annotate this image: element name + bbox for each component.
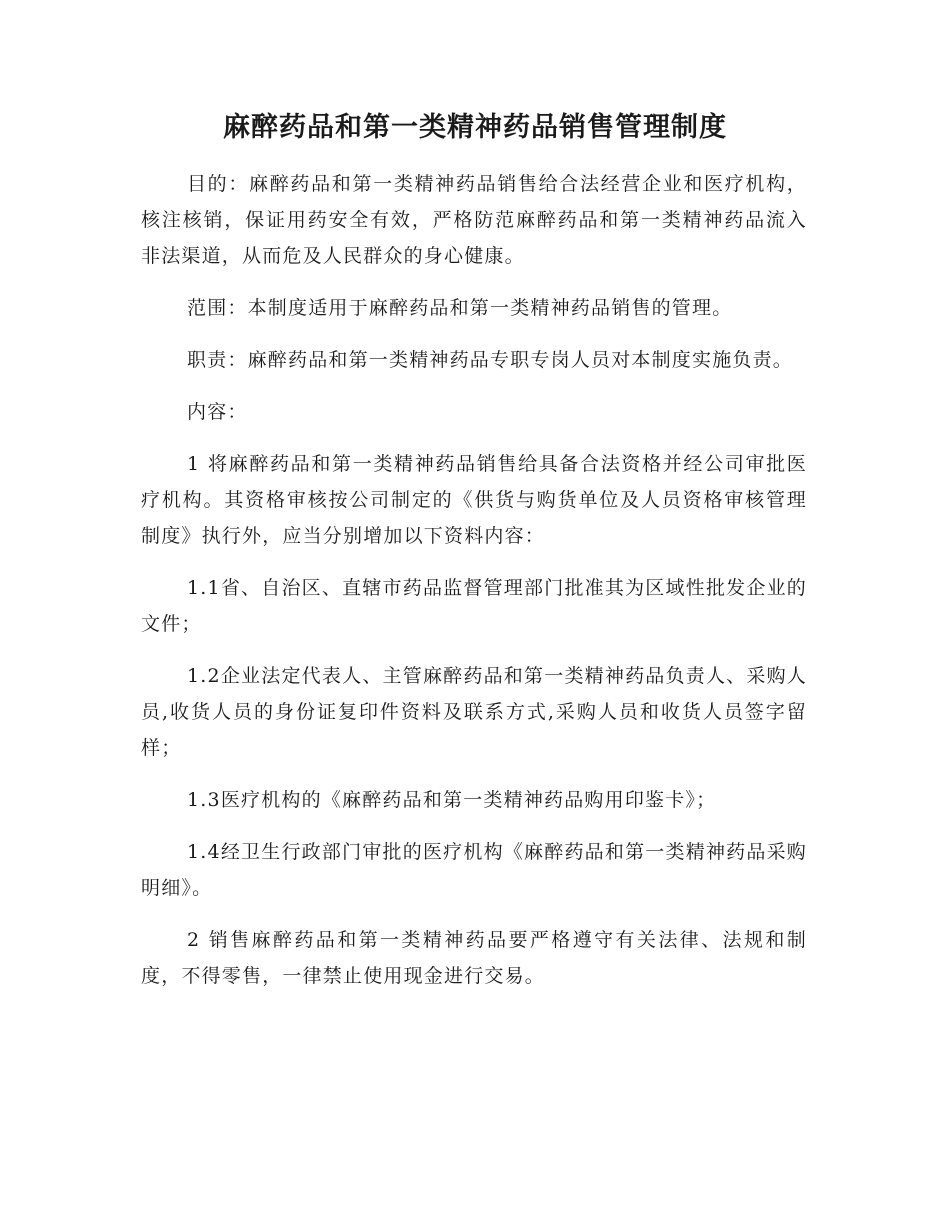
paragraph-responsibility: 职责：麻醉药品和第一类精神药品专职专岗人员对本制度实施负责。 [187,349,794,371]
paragraph-purpose: 目的：麻醉药品和第一类精神药品销售给合法经营企业和医疗机构，核注核销，保证用药安全有效，严格防范麻醉药品和第一类精神药品流入非法渠道，从而危及人民群众的身心健康。 [141,173,807,267]
paragraph-item-1: 1 将麻醉药品和第一类精神药品销售给具备合法资格并经公司审批医疗机构。其资格审核按公司制定的《供货与购货单位及人员资格审核管理制度》执行外，应当分别增加以下资料内容： [141,453,807,547]
document-body [141,166,807,1010]
paragraph-scope: 范围：本制度适用于麻醉药品和第一类精神药品销售的管理。 [187,297,733,319]
paragraph-item-1-3: 1.3医疗机构的《麻醉药品和第一类精神药品购用印鉴卡》； [187,789,717,811]
paragraph-item-1-4: 1.4经卫生行政部门审批的医疗机构《麻醉药品和第一类精神药品采购明细》。 [141,841,807,899]
paragraph-item-1-1: 1.1省、自治区、直辖市药品监督管理部门批准其为区域性批发企业的文件； [141,577,807,635]
document-title: 麻醉药品和第一类精神药品销售管理制度 [223,112,727,143]
paragraph-item-1-2: 1.2企业法定代表人、主管麻醉药品和第一类精神药品负责人、采购人员,收货人员的身份证复印件资料及联系方式,采购人员和收货人员签字留样； [141,665,807,759]
paragraph-item-2: 2 销售麻醉药品和第一类精神药品要严格遵守有关法律、法规和制度，不得零售，一律禁止使用现金进行交易。 [141,929,807,987]
paragraph-content-heading: 内容： [187,401,248,423]
